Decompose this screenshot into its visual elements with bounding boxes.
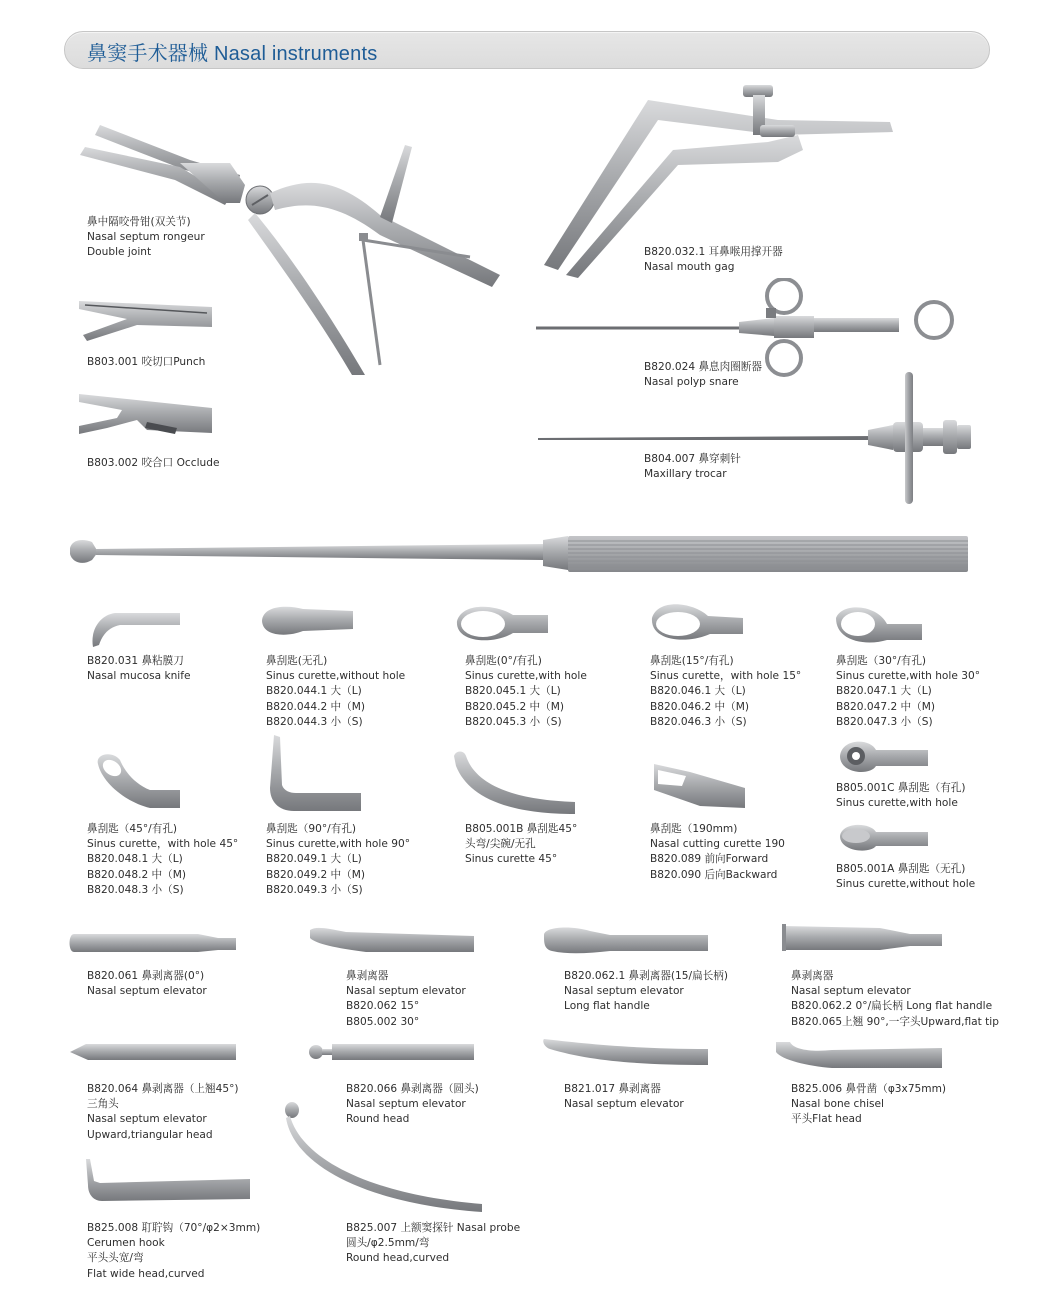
cerumen-hook-image bbox=[82, 1155, 252, 1205]
elevator-821-017-image bbox=[540, 1035, 710, 1070]
curette-without-hole-caption bbox=[266, 654, 405, 730]
caption-line: 三角头 bbox=[87, 1098, 119, 1111]
curette-15-image bbox=[648, 600, 748, 645]
caption-line: B820.048.1 大（L) bbox=[87, 853, 183, 866]
caption-line: Sinus curette，with hole 15° bbox=[650, 670, 802, 683]
caption-line: B820.044.3 小（S) bbox=[266, 715, 363, 728]
caption-line: 头弯/尖碗/无孔 bbox=[465, 838, 536, 851]
curette-30-image bbox=[832, 602, 927, 647]
curette-805-001c-image bbox=[836, 738, 931, 778]
punch-tip-image bbox=[77, 297, 217, 347]
curette-45-image bbox=[90, 752, 185, 812]
occlude-caption bbox=[87, 456, 219, 471]
caption-line: B820.049.2 中（M) bbox=[266, 868, 366, 881]
elevator-820-062-1-image bbox=[540, 925, 710, 955]
caption-line: B820.045.3 小（S) bbox=[465, 715, 562, 728]
caption-line: Cerumen hook bbox=[87, 1237, 165, 1250]
curette-without-hole-image bbox=[258, 603, 358, 643]
caption-line: Sinus curette,without hole bbox=[266, 670, 406, 683]
elevator-820-062-1-caption bbox=[564, 969, 728, 1015]
caption-line: Nasal septum elevator bbox=[87, 985, 207, 998]
caption-line: Sinus curette,with hole bbox=[836, 797, 958, 810]
caption-line: Nasal septum elevator bbox=[564, 1098, 684, 1111]
elevator-15-30-caption bbox=[346, 969, 466, 1030]
caption-line: B820.048.3 小（S) bbox=[87, 883, 184, 896]
caption-line: B820.024 鼻息肉圈断器 bbox=[644, 361, 763, 373]
caption-line: B820.046.1 大（L) bbox=[650, 685, 746, 698]
caption-line: B820.062.1 鼻剥离器(15/扁长柄) bbox=[564, 970, 729, 982]
caption-line: B820.031 鼻粘膜刀 bbox=[87, 655, 184, 667]
curette-45-caption bbox=[87, 822, 238, 898]
caption-line: B820.048.2 中（M) bbox=[87, 868, 187, 881]
caption-line: 平头头宽/弯 bbox=[87, 1252, 144, 1265]
caption-line: B820.049.1 大（L) bbox=[266, 853, 362, 866]
curette-805-001c-caption bbox=[836, 781, 966, 811]
caption-line: 鼻刮匙（45°/有孔) bbox=[87, 823, 178, 835]
nasal-mucosa-knife-image bbox=[85, 605, 185, 650]
caption-line: Sinus curette，with hole 45° bbox=[87, 838, 239, 851]
caption-line: Nasal cutting curette 190 bbox=[650, 838, 785, 851]
caption-line: Nasal bone chisel bbox=[791, 1098, 885, 1111]
caption-line: B805.001B 鼻刮匙45° bbox=[465, 823, 578, 835]
elevator-821-017-caption bbox=[564, 1082, 684, 1112]
curette-805-001b-image bbox=[450, 748, 580, 818]
punch-caption bbox=[87, 355, 205, 370]
caption-line: B820.046.2 中（M) bbox=[650, 700, 750, 713]
cerumen-hook-caption bbox=[87, 1221, 260, 1282]
caption-line: B820.065上翘 90°,一字头Upward,flat tip bbox=[791, 1015, 999, 1028]
caption-line: 鼻刮匙(0°/有孔) bbox=[465, 655, 542, 667]
caption-line: Maxillary trocar bbox=[644, 468, 727, 481]
caption-line: Double joint bbox=[87, 246, 152, 259]
occlude-tip-image bbox=[77, 388, 217, 443]
caption-line: B820.045.1 大（L) bbox=[465, 685, 561, 698]
caption-line: B825.008 耵聍钩（70°/φ2×3mm) bbox=[87, 1222, 261, 1234]
caption-line: Round head bbox=[346, 1113, 410, 1126]
caption-line: B820.089 前向Forward bbox=[650, 853, 769, 866]
caption-line: B805.001C 鼻刮匙（有孔) bbox=[836, 782, 966, 794]
curette-805-001b-caption bbox=[465, 822, 577, 868]
caption-line: B820.090 后向Backward bbox=[650, 868, 778, 881]
section-title: 鼻窦手术器械 Nasal instruments bbox=[87, 43, 378, 65]
caption-line: Nasal septum elevator bbox=[791, 985, 911, 998]
caption-line: Round head,curved bbox=[346, 1252, 450, 1265]
section-header-bar bbox=[64, 31, 990, 69]
caption-line: 鼻剥离器 bbox=[346, 970, 389, 982]
caption-line: Sinus curette,with hole 30° bbox=[836, 670, 980, 683]
caption-line: B805.002 30° bbox=[346, 1015, 420, 1028]
curette-0-caption bbox=[465, 654, 587, 730]
caption-line: B805.001A 鼻刮匙（无孔) bbox=[836, 863, 966, 875]
caption-line: Nasal septum elevator bbox=[346, 1098, 466, 1111]
caption-line: Sinus curette,with hole bbox=[465, 670, 587, 683]
elevator-820-061-caption bbox=[87, 969, 207, 999]
nasal-mouth-gag-caption bbox=[644, 245, 783, 275]
caption-line: B820.061 鼻剥离器(0°) bbox=[87, 970, 205, 982]
elevator-15-30-image bbox=[306, 924, 476, 954]
caption-line: Sinus curette 45° bbox=[465, 853, 558, 866]
elevator-820-066-image bbox=[306, 1040, 476, 1065]
curette-90-image bbox=[266, 733, 366, 813]
caption-line: Upward,triangular head bbox=[87, 1128, 213, 1141]
caption-line: B820.045.2 中（M) bbox=[465, 700, 565, 713]
curette-15-caption bbox=[650, 654, 801, 730]
caption-line: 鼻刮匙（190mm) bbox=[650, 823, 738, 835]
elevator-820-064-caption bbox=[87, 1082, 239, 1143]
caption-line: Nasal mouth gag bbox=[644, 261, 735, 274]
caption-line: 鼻刮匙(15°/有孔) bbox=[650, 655, 734, 667]
caption-line: 鼻刮匙(无孔) bbox=[266, 655, 328, 667]
elevator-long-flat-caption bbox=[791, 969, 999, 1030]
caption-line: 鼻剥离器 bbox=[791, 970, 834, 982]
nasal-probe-image bbox=[282, 1100, 487, 1215]
caption-line: B820.064 鼻剥离器（上翘45°) bbox=[87, 1083, 239, 1095]
caption-line: B820.047.3 小（S) bbox=[836, 715, 933, 728]
caption-line: B803.001 咬切口Punch bbox=[87, 356, 206, 368]
nasal-septum-rongeur-caption bbox=[87, 215, 205, 261]
caption-line: B820.046.3 小（S) bbox=[650, 715, 747, 728]
elevator-820-064-image bbox=[68, 1040, 238, 1065]
curette-805-001a-caption bbox=[836, 862, 975, 892]
cutting-curette-190-caption bbox=[650, 822, 785, 883]
caption-line: B820.044.2 中（M) bbox=[266, 700, 366, 713]
caption-line: B825.007 上额窦探针 Nasal probe bbox=[346, 1222, 521, 1234]
caption-line: B820.032.1 耳鼻喉用撑开器 bbox=[644, 246, 783, 258]
caption-line: Nasal mucosa knife bbox=[87, 670, 191, 683]
curette-30-caption bbox=[836, 654, 980, 730]
caption-line: B820.062.2 0°/扁长柄 Long flat handle bbox=[791, 1000, 993, 1013]
caption-line: Nasal septum elevator bbox=[346, 985, 466, 998]
curette-0-image bbox=[453, 603, 553, 648]
long-curette-handle-image bbox=[68, 530, 973, 580]
caption-line: B825.006 鼻骨凿（φ3x75mm) bbox=[791, 1083, 947, 1095]
caption-line: Sinus curette,without hole bbox=[836, 878, 976, 891]
caption-line: Nasal septum elevator bbox=[564, 985, 684, 998]
caption-line: 鼻刮匙（30°/有孔) bbox=[836, 655, 927, 667]
bone-chisel-caption bbox=[791, 1082, 946, 1128]
caption-line: B820.044.1 大（L) bbox=[266, 685, 362, 698]
elevator-long-flat-image bbox=[780, 922, 945, 952]
caption-line: B821.017 鼻剥离器 bbox=[564, 1083, 661, 1095]
caption-line: 平头Flat head bbox=[791, 1113, 862, 1126]
caption-line: 鼻中隔咬骨钳(双关节) bbox=[87, 216, 191, 228]
caption-line: Flat wide head,curved bbox=[87, 1267, 205, 1280]
caption-line: Nasal polyp snare bbox=[644, 376, 739, 389]
curette-90-caption bbox=[266, 822, 410, 898]
caption-line: Nasal septum rongeur bbox=[87, 231, 205, 244]
elevator-820-061-image bbox=[68, 930, 238, 955]
maxillary-trocar-caption bbox=[644, 452, 741, 482]
caption-line: B820.047.1 大（L) bbox=[836, 685, 932, 698]
caption-line: B804.007 鼻穿刺针 bbox=[644, 453, 741, 465]
nasal-probe-caption bbox=[346, 1221, 520, 1267]
caption-line: Nasal septum elevator bbox=[87, 1113, 207, 1126]
nasal-mucosa-knife-caption bbox=[87, 654, 191, 684]
caption-line: 圆头/φ2.5mm/弯 bbox=[346, 1237, 430, 1250]
maxillary-trocar-image bbox=[538, 370, 978, 510]
caption-line: B803.002 咬合口 Occlude bbox=[87, 457, 220, 469]
caption-line: 鼻刮匙（90°/有孔) bbox=[266, 823, 357, 835]
caption-line: B820.066 鼻剥离器（圆头) bbox=[346, 1083, 479, 1095]
caption-line: B820.062 15° bbox=[346, 1000, 420, 1013]
caption-line: B820.049.3 小（S) bbox=[266, 883, 363, 896]
caption-line: B820.047.2 中（M) bbox=[836, 700, 936, 713]
curette-805-001a-image bbox=[836, 822, 931, 857]
caption-line: Sinus curette,with hole 90° bbox=[266, 838, 410, 851]
caption-line: Long flat handle bbox=[564, 1000, 650, 1013]
bone-chisel-image bbox=[772, 1038, 944, 1073]
cutting-curette-190-image bbox=[650, 762, 750, 812]
